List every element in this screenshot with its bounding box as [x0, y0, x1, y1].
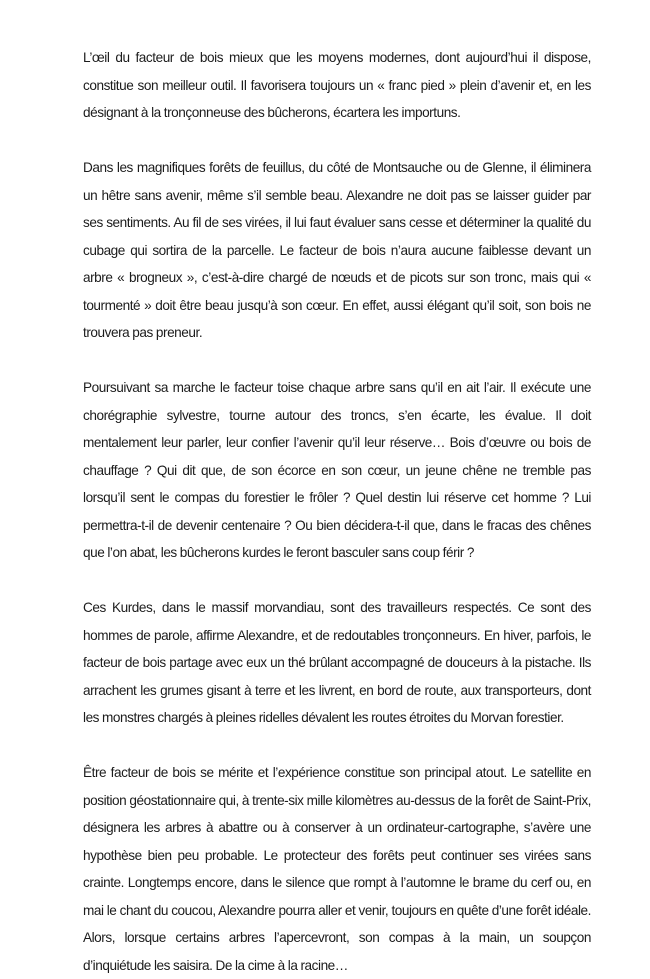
paragraph-3: Poursuivant sa marche le facteur toise chaque arbre sans qu’il en ait l’air. Il exécute une chorégraphie sylvestre, tourne autour des troncs, s’en écarte, les évalue. Il doit mentalement leur parler, leur confier l’avenir qu’il leur réserve… Bois d’œuvre ou bois de chauffage ? Qui dit que, de son écorce en son cœur, un jeune chêne ne tremble pas lorsqu’il sent le compas du forestier le frôler ? Quel destin lui réserve cet homme ? Lui permettra-t-il de devenir centenaire ? Ou bien décidera-t-il que, dans le fracas des chênes que l’on abat, les bûcherons kurdes le feront basculer sans coup férir ?	[83, 380, 591, 560]
document-page	[83, 44, 591, 979]
paragraph-1: L’œil du facteur de bois mieux que les moyens modernes, dont aujourd’hui il dispose, constitue son meilleur outil. Il favorisera toujours un « franc pied » plein d’avenir et, en les désignant à la tronçonneuse des bûcherons, écartera les importuns.	[83, 50, 591, 120]
paragraph-4: Ces Kurdes, dans le massif morvandiau, sont des travailleurs respectés. Ce sont des hommes de parole, affirme Alexandre, et de redoutables tronçonneurs. En hiver, parfois, le facteur de bois partage avec eux un thé brûlant accompagné de douceurs à la pistache. Ils arrachent les grumes gisant à terre et les livrent, en bord de route, aux transporteurs, dont les monstres chargés à pleines ridelles dévalent les routes étroites du Morvan forestier.	[83, 600, 591, 725]
paragraph-2: Dans les magnifiques forêts de feuillus, du côté de Montsauche ou de Glenne, il éliminera un hêtre sans avenir, même s’il semble beau. Alexandre ne doit pas se laisser guider par ses sentiments. Au fil de ses virées, il lui faut évaluer sans cesse et déterminer la qualité du cubage qui sortira de la parcelle. Le facteur de bois n’aura aucune faiblesse devant un arbre « brogneux », c’est-à-dire chargé de nœuds et de picots sur son tronc, mais qui « tourmenté » doit être beau jusqu’à son cœur. En effet, aussi élégant qu’il soit, son bois ne trouvera pas preneur.	[83, 160, 591, 340]
paragraph-5: Être facteur de bois se mérite et l’expérience constitue son principal atout. Le satellite en position géostationnaire qui, à trente-six mille kilomètres au-dessus de la forêt de Saint-Prix, désignera les arbres à abattre ou à conserver à un ordinateur-cartographe, s’avère une hypothèse bien peu probable. Le protecteur des forêts peut continuer ses virées sans crainte. Longtemps encore, dans le silence que rompt à l’automne le brame du cerf ou, en mai le chant du coucou, Alexandre pourra aller et venir, toujours en quête d’une forêt idéale. Alors, lorsque certains arbres l’apercevront, son compas à la main, un soupçon d’inquiétude les saisira. De la cime à la racine…	[83, 765, 591, 973]
